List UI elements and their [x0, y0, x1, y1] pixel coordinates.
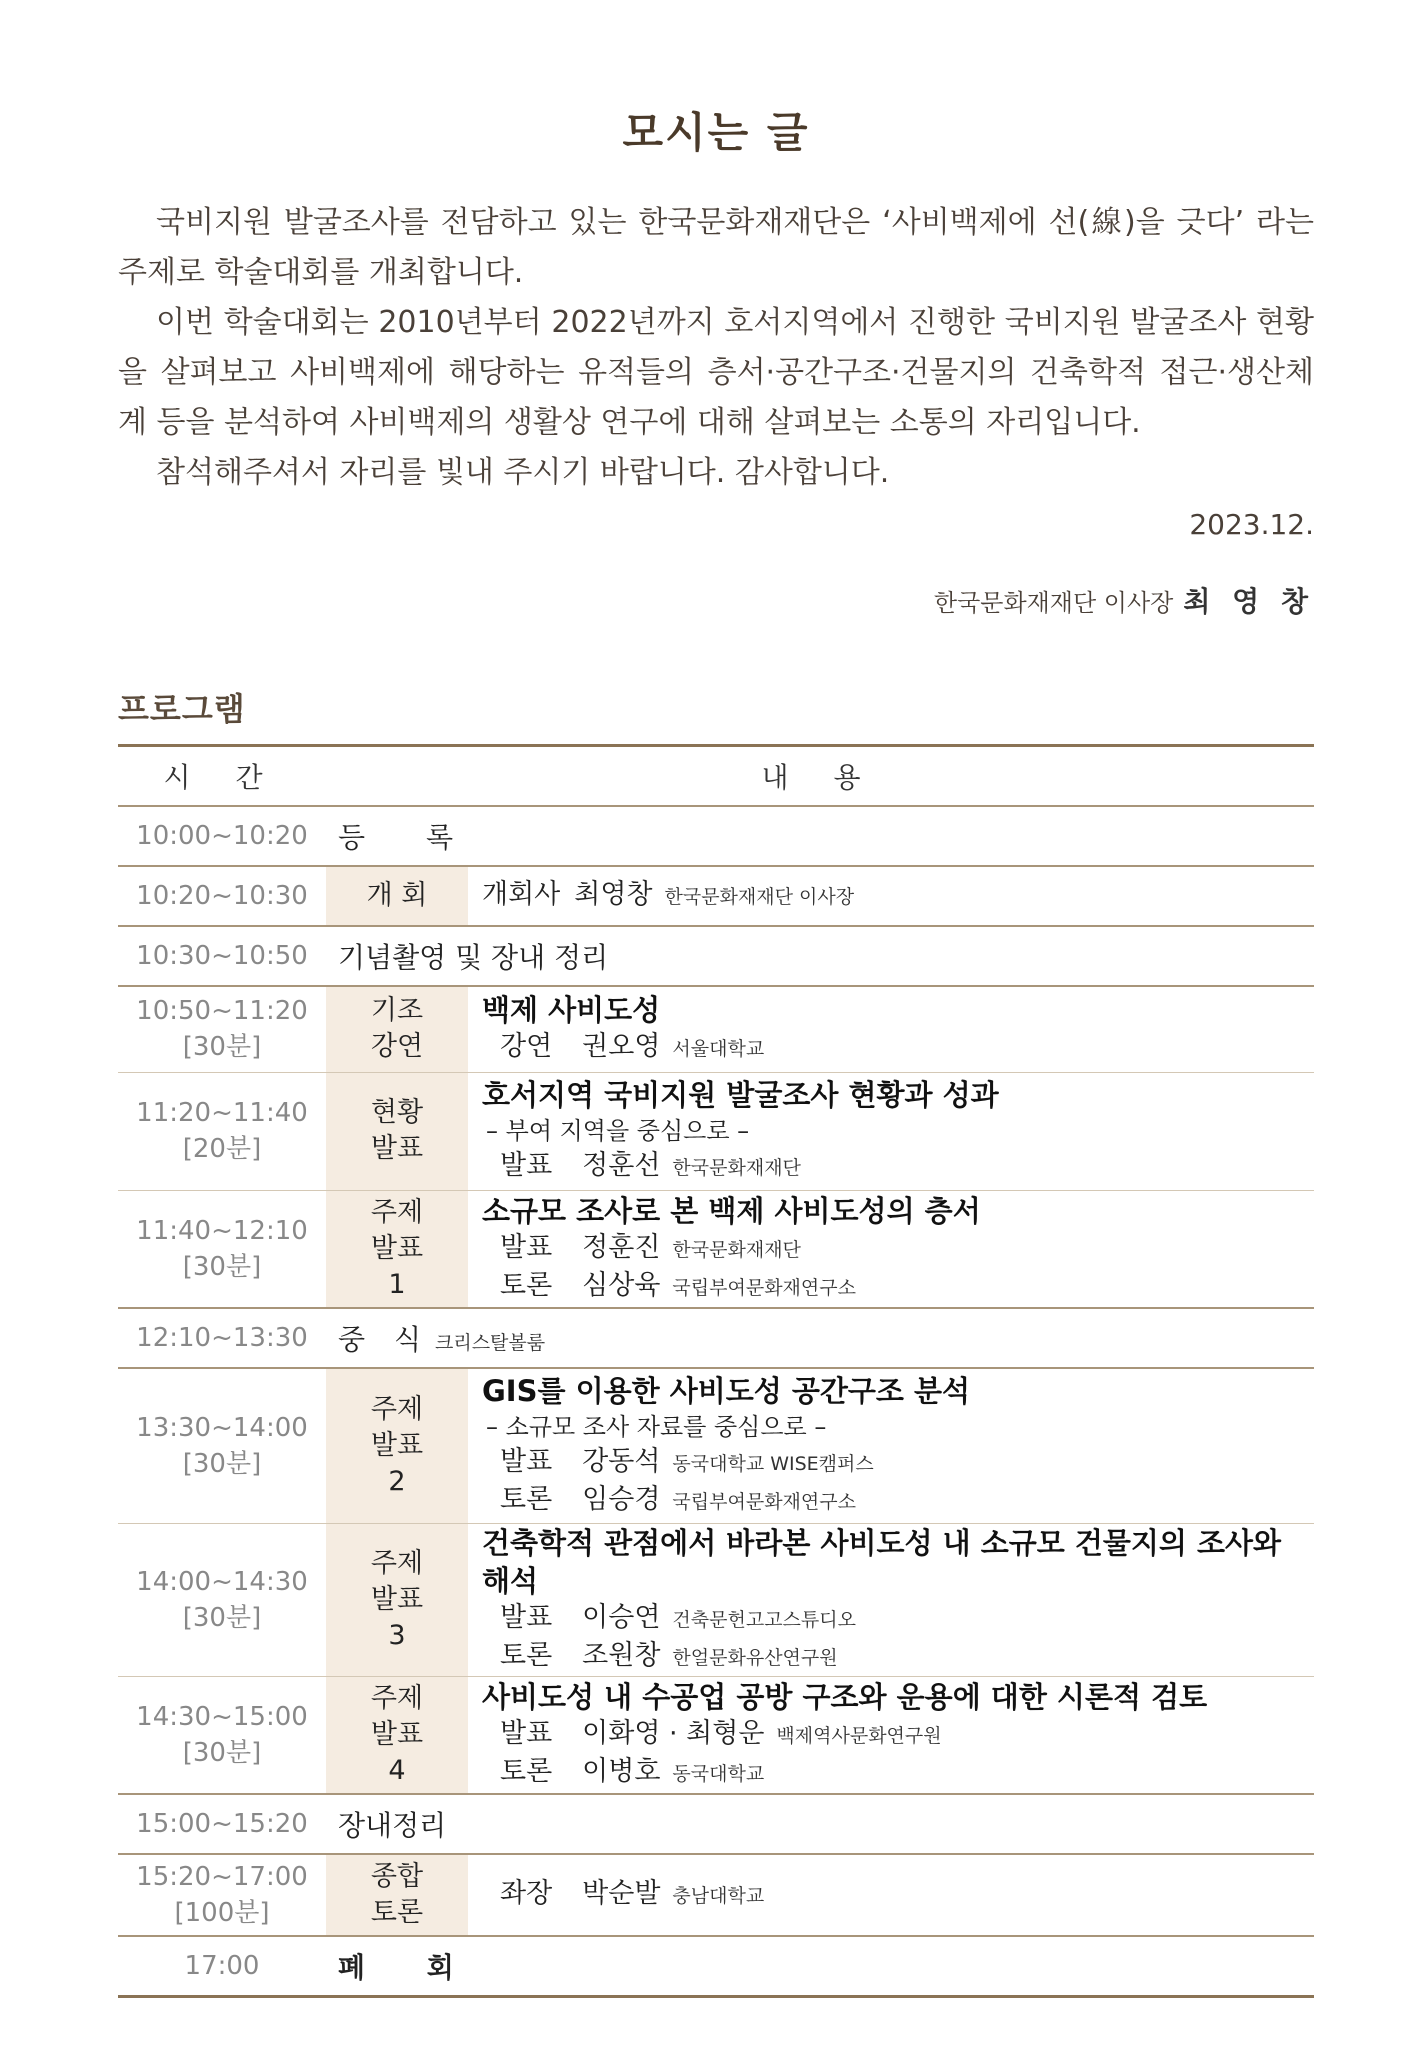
table-row: [118, 1308, 1314, 1368]
intro-paragraph-1: 국비지원 발굴조사를 전담하고 있는 한국문화재재단은 ‘사비백제에 선(線)을 긋다’ 라는 주제로 학술대회를 개최합니다.: [118, 205, 1314, 290]
table-row: [118, 1190, 1314, 1308]
signer: [934, 580, 1314, 620]
row-detail: GIS를 이용한 사비도성 공간구조 분석 – 소규모 조사 자료를 중심으로 – 발표 강동석 동국대학교 WISE캠퍼스 토론 임승경 국립부여문화재연구소: [468, 1368, 1314, 1523]
talk-title: 호서지역 국비지원 발굴조사 현황과 성과: [482, 1078, 999, 1112]
row-time: 14:30~15:00 [30분]: [118, 1676, 326, 1794]
header-content: 내 용: [326, 746, 1314, 807]
table-row: [118, 1072, 1314, 1190]
signer-name: 최 영 창: [1183, 585, 1314, 618]
row-session: 현황 발표: [326, 1072, 468, 1190]
talk-subtitle: – 부여 지역을 중심으로 –: [486, 1117, 750, 1145]
table-row: [118, 1794, 1314, 1854]
table-row: [118, 1676, 1314, 1794]
row-time: 11:20~11:40 [20분]: [118, 1072, 326, 1190]
row-time: 10:30~10:50: [118, 926, 326, 986]
row-detail: 호서지역 국비지원 발굴조사 현황과 성과 – 부여 지역을 중심으로 – 발표 정훈선 한국문화재재단: [468, 1072, 1314, 1190]
talk-title: 백제 사비도성: [482, 993, 661, 1028]
program-table: [118, 744, 1314, 1998]
row-time: 15:00~15:20: [118, 1794, 326, 1854]
row-session: 개 회: [326, 866, 468, 926]
row-time: 10:50~11:20 [30분]: [118, 986, 326, 1072]
row-detail: 사비도성 내 수공업 공방 구조와 운용에 대한 시론적 검토 발표 이화영 · 최형운 백제역사문화연구원 토론 이병호 동국대학교: [468, 1676, 1314, 1794]
page-title: 모시는 글: [622, 108, 810, 157]
row-time: 10:00~10:20: [118, 806, 326, 866]
row-detail: [468, 866, 1314, 926]
row-event: 장내정리: [326, 1794, 1314, 1854]
program-heading: 프로그램: [118, 690, 246, 728]
invitation-text: [118, 198, 1314, 498]
row-time: 10:20~10:30: [118, 866, 326, 926]
letter-date: 2023.12.: [1189, 508, 1314, 541]
row-session: 주제 발표 3: [326, 1523, 468, 1676]
row-detail: 백제 사비도성 강연 권오영 서울대학교: [468, 986, 1314, 1072]
row-event: 등 록: [326, 806, 1314, 866]
row-session: 기조 강연: [326, 986, 468, 1072]
row-session: 주제 발표 1: [326, 1190, 468, 1308]
row-session: 종합 토론: [326, 1854, 468, 1936]
table-row: [118, 866, 1314, 926]
row-time: 17:00: [184, 1950, 260, 1981]
table-row: [118, 1936, 1314, 1996]
row-time: 14:00~14:30 [30분]: [118, 1523, 326, 1676]
speaker-role: 개회사: [482, 879, 561, 910]
intro-paragraph-3: 참석해주셔서 자리를 빛내 주시기 바랍니다. 감사합니다.: [156, 455, 890, 490]
talk-title: 건축학적 관점에서 바라본 사비도성 내 소규모 건물지의 조사와 해석: [482, 1525, 1282, 1598]
table-row: [118, 926, 1314, 986]
row-session: 주제 발표 4: [326, 1676, 468, 1794]
talk-subtitle: – 소규모 조사 자료를 중심으로 –: [486, 1412, 827, 1441]
table-header-row: [118, 746, 1314, 807]
row-event: 기념촬영 및 장내 정리: [326, 926, 1314, 986]
row-time: 11:40~12:10 [30분]: [118, 1190, 326, 1308]
intro-paragraph-2: 이번 학술대회는 2010년부터 2022년까지 호서지역에서 진행한 국비지원 발굴조사 현황을 살펴보고 사비백제에 해당하는 유적들의 층서·공간구조·건물지의 건축학적 접근·생산체계 등을 분석하여 사비백제의 생활상 연구에 대해 살펴보는 소통의 자리입니다.: [118, 305, 1314, 440]
row-detail: 좌장 박순발 충남대학교: [468, 1854, 1314, 1936]
row-event: 폐 회: [338, 1950, 480, 1984]
table-row: [118, 1368, 1314, 1523]
table-row: [118, 986, 1314, 1072]
talk-title: 사비도성 내 수공업 공방 구조와 운용에 대한 시론적 검토: [482, 1679, 1208, 1714]
row-session: 주제 발표 2: [326, 1368, 468, 1523]
row-event: 중 식 크리스탈볼룸: [326, 1308, 1314, 1368]
table-row: [118, 806, 1314, 866]
table-row: [118, 1854, 1314, 1936]
header-time: 시 간: [118, 746, 326, 807]
speaker-name: 최영창: [574, 879, 653, 910]
row-detail: 소규모 조사로 본 백제 사비도성의 층서 발표 정훈진 한국문화재재단 토론 심상육 국립부여문화재연구소: [468, 1190, 1314, 1308]
talk-title: GIS를 이용한 사비도성 공간구조 분석: [482, 1373, 971, 1408]
signer-org: 한국문화재재단 이사장: [933, 589, 1174, 617]
row-time: 13:30~14:00 [30분]: [118, 1368, 326, 1523]
speaker-org: 한국문화재재단 이사장: [664, 886, 855, 908]
row-detail: 건축학적 관점에서 바라본 사비도성 내 소규모 건물지의 조사와 해석 발표 이승연 건축문헌고고스튜디오 토론 조원창 한얼문화유산연구원: [468, 1523, 1314, 1676]
row-time: 12:10~13:30: [118, 1308, 326, 1368]
row-time: 15:20~17:00 [100분]: [118, 1854, 326, 1936]
talk-title: 소규모 조사로 본 백제 사비도성의 층서: [482, 1193, 981, 1228]
table-row: [118, 1523, 1314, 1676]
